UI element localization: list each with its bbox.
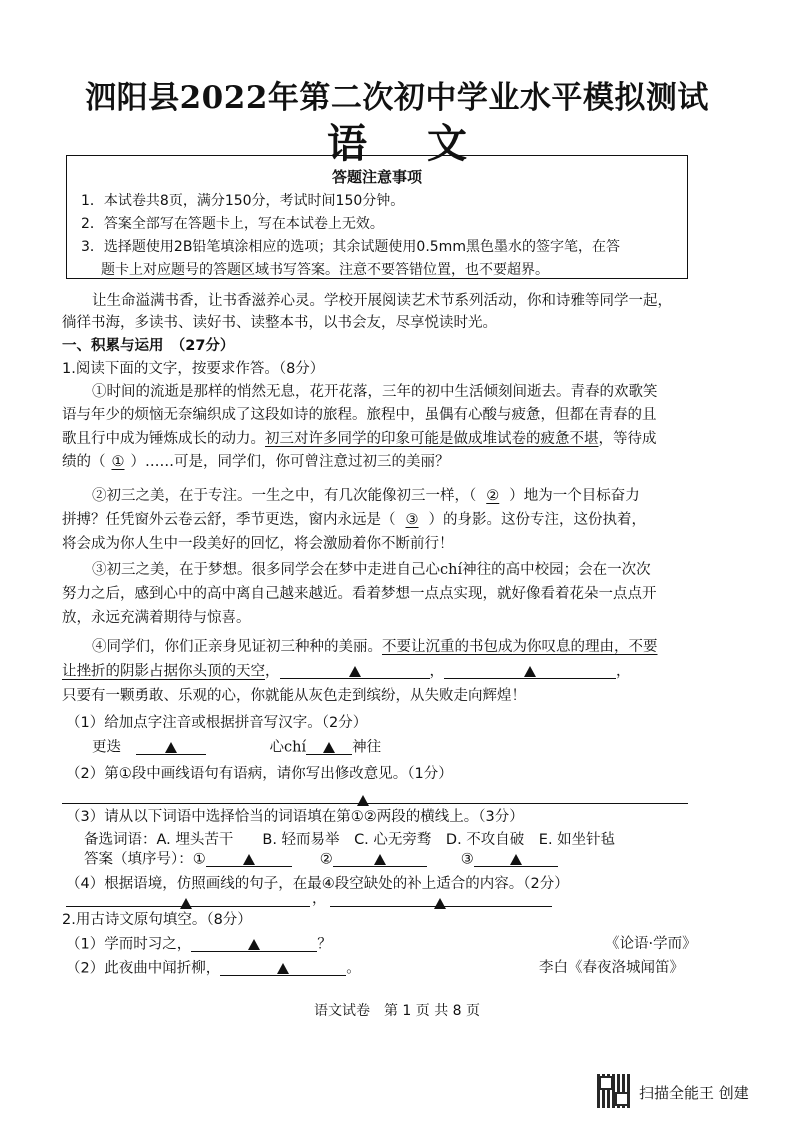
notice-item-4: 题卡上对应题号的答题区域书写答案。注意不要答错位置，也不要超界。 bbox=[101, 262, 549, 278]
q1-p2-line-1 bbox=[92, 489, 640, 504]
intro-line-1: 让生命溢满书香，让书香滋养心灵。学校开展阅读艺术节系列活动，你和诗雅等同学一起， bbox=[92, 293, 672, 309]
notice-box bbox=[66, 155, 688, 279]
scanner-watermark bbox=[597, 1074, 767, 1110]
q2-item-2-text: （2）此夜曲中闻折柳， bbox=[66, 960, 221, 977]
answer-blank-2[interactable] bbox=[333, 852, 427, 867]
comma-sub4: ， bbox=[312, 891, 327, 907]
subject-title: 语文 bbox=[327, 120, 527, 167]
option-d: D. 不攻自破 bbox=[445, 832, 525, 848]
notice-item-2: 2．答案全部写在答题卡上，写在本试卷上无效。 bbox=[81, 216, 384, 232]
q1-sub2-stem: （2）第①段中画线语句有语病，请你写出修改意见。（1分） bbox=[66, 766, 453, 782]
word-shenwang: 神往 bbox=[352, 739, 382, 756]
page-footer: 语文试卷 第 1 页 共 8 页 bbox=[313, 1003, 481, 1019]
q1-p2-line-2 bbox=[62, 513, 646, 528]
q1-p1-line-2: 语与年少的烦恼无奈编织成了这段如诗的旅程。旅程中，虽偶有心酸与疲惫，但都在青春的且 bbox=[62, 407, 657, 423]
poem-blank-1[interactable] bbox=[191, 937, 317, 952]
q1-p1-line-4 bbox=[62, 455, 450, 470]
q2-item-2 bbox=[66, 961, 361, 976]
blank-1-label: ① bbox=[111, 454, 125, 470]
q1-p4-line-1 bbox=[92, 640, 658, 655]
q1-p1-line-4-end: ）……可是，同学们，你可曾注意过初三的美丽？ bbox=[130, 454, 450, 470]
blank-marker-icon bbox=[243, 854, 255, 865]
blank-marker-sub4-a bbox=[180, 894, 192, 913]
blank-marker-icon bbox=[349, 666, 361, 677]
blank-marker-icon bbox=[434, 898, 446, 909]
q1-p1-line-3 bbox=[62, 432, 657, 447]
imitation-blank-2[interactable] bbox=[444, 664, 616, 679]
q1-p1-line-3-end: ，等待成 bbox=[598, 431, 657, 447]
q1-p2-line-2-end: ）的身影。这份专注，这份执着， bbox=[428, 512, 646, 528]
option-c: C. 心无旁骛 bbox=[354, 832, 432, 848]
word-xinchi: 心chí bbox=[269, 739, 307, 756]
q1-p2-line-3: 将会成为你人生中一段美好的回忆，将会激励着你不断前行！ bbox=[62, 536, 454, 552]
blank-marker-icon bbox=[510, 854, 522, 865]
blank-marker-icon bbox=[524, 666, 536, 677]
notice-item-3: 3．选择题使用2B铅笔填涂相应的选项；其余试题使用0.5mm黑色墨水的签字笔，在答 bbox=[81, 239, 620, 255]
blank-marker-icon bbox=[180, 898, 192, 909]
q2-item-2-end: 。 bbox=[346, 960, 361, 977]
model-sentence-1: 不要让沉重的书包成为你叹息的理由，不要 bbox=[382, 639, 658, 655]
q2-item-1-text: （1）学而时习之， bbox=[66, 936, 192, 953]
q1-stem: 1.阅读下面的文字，按要求作答。（8分） bbox=[62, 361, 325, 377]
model-sentence-2: 让挫折的阴影占据你头顶的天空 bbox=[62, 663, 265, 680]
scanner-text: 扫描全能王 创建 bbox=[639, 1084, 749, 1102]
q1-p3-line-1: ③初三之美，在于梦想。很多同学会在梦中走进自己心chí神往的高中校园；会在一次次 bbox=[92, 562, 651, 578]
q1-p4-line-1-text: ④同学们，你们正亲身见证初三种种的美丽。 bbox=[92, 639, 382, 655]
blank-marker-icon bbox=[323, 742, 335, 753]
imitation-blank-1[interactable] bbox=[280, 664, 430, 679]
section-1-title: 一、积累与运用 （27分） bbox=[62, 338, 235, 354]
q2-item-2-source: 李白《春夜洛城闻笛》 bbox=[539, 960, 684, 976]
q1-sub1-stem: （1）给加点字注音或根据拼音写汉字。（2分） bbox=[66, 715, 368, 731]
option-e: E. 如坐针毡 bbox=[538, 832, 616, 848]
q1-p2-line-2-text: 拼搏？任凭窗外云卷云舒，季节更迭，窗内永远是（ bbox=[62, 512, 396, 528]
q1-p4-line-2: 让挫折的阴影占据你头顶的天空， ， ， bbox=[62, 663, 631, 680]
blank-marker-icon bbox=[277, 963, 289, 974]
q1-p3-line-3: 放，永远充满着期待与惊喜。 bbox=[62, 610, 251, 626]
notice-item-1: 1．本试卷共8页，满分150分，考试时间150分钟。 bbox=[81, 193, 405, 209]
blank-2-label: ② bbox=[486, 488, 500, 504]
blank-marker-icon bbox=[165, 742, 177, 753]
slot-2-label: ② bbox=[319, 851, 333, 868]
q2-item-1-end: ？ bbox=[317, 936, 332, 953]
q2-item-1-source: 《论语·学而》 bbox=[605, 936, 697, 952]
blank-marker-icon bbox=[374, 854, 386, 865]
option-a: A. 埋头苦干 bbox=[156, 832, 234, 848]
hanzi-blank[interactable] bbox=[306, 740, 352, 755]
q1-p4-line-3: 只要有一颗勇敢、乐观的心，你就能从灰色走到缤纷，从失败走向辉煌！ bbox=[62, 688, 526, 704]
q2-stem: 2.用古诗文原句填空。（8分） bbox=[62, 912, 252, 928]
q1-p2-line-1-end: ）地为一个目标奋力 bbox=[509, 488, 640, 504]
q1-sub4-stem: （4）根据语境，仿照画线的句子，在最④段空缺处的补上适合的内容。（2分） bbox=[66, 876, 569, 892]
slot-3-label: ③ bbox=[460, 851, 474, 868]
qr-code-icon bbox=[597, 1074, 631, 1108]
pinyin-blank[interactable] bbox=[136, 740, 206, 755]
answer-blank-1[interactable] bbox=[206, 852, 292, 867]
blank-marker-sub2 bbox=[357, 791, 369, 810]
underlined-sentence: 初三对许多同学的印象可能是做成堆试卷的疲惫不堪 bbox=[265, 431, 599, 447]
q2-item-1 bbox=[66, 937, 332, 952]
q1-p3-line-2: 努力之后，感到心中的高中离自己越来越近。看着梦想一点点实现，就好像看着花朵一点点开 bbox=[62, 586, 657, 602]
answer-blank-3[interactable] bbox=[474, 852, 558, 867]
notice-heading: 答题注意事项 bbox=[331, 168, 422, 186]
slot-1-label: ① bbox=[192, 851, 206, 868]
q1-p1-line-1: ①时间的流逝是那样的悄然无息，花开花落，三年的初中生活倾刻间逝去。青春的欢歌笑 bbox=[92, 384, 658, 400]
word-gengdie: 更迭 bbox=[92, 739, 121, 756]
options-label: 备选词语： bbox=[84, 832, 157, 848]
q1-sub3-options bbox=[84, 833, 615, 848]
blank-marker-icon bbox=[248, 939, 260, 950]
q1-sub3-answer-row bbox=[84, 852, 558, 867]
q1-p2-line-1-text: ②初三之美，在于专注。一生之中，有几次能像初三一样，（ bbox=[92, 488, 477, 504]
poem-blank-2[interactable] bbox=[220, 961, 346, 976]
q1-sub1-answers bbox=[92, 740, 381, 755]
q1-p1-line-3-text: 歌且行中成为锤炼成长的动力。 bbox=[62, 431, 265, 447]
option-b: B. 轻而易举 bbox=[262, 832, 340, 848]
blank-marker-icon bbox=[357, 795, 369, 806]
exam-title: 泗阳县2022年第二次初中学业水平模拟测试 bbox=[85, 80, 709, 116]
paren-open: 绩的（ bbox=[62, 454, 106, 470]
answer-line-sub2[interactable] bbox=[62, 803, 688, 804]
intro-line-2: 徜徉书海，多读书、读好书、读整本书，以书会友，尽享悦读时光。 bbox=[62, 315, 497, 331]
answer-label: 答案（填序号）： bbox=[84, 851, 193, 868]
blank-3-label: ③ bbox=[405, 512, 419, 528]
q1-sub3-stem: （3）请从以下词语中选择恰当的词语填在第①②两段的横线上。（3分） bbox=[66, 809, 524, 825]
blank-marker-sub4-b bbox=[434, 894, 446, 913]
